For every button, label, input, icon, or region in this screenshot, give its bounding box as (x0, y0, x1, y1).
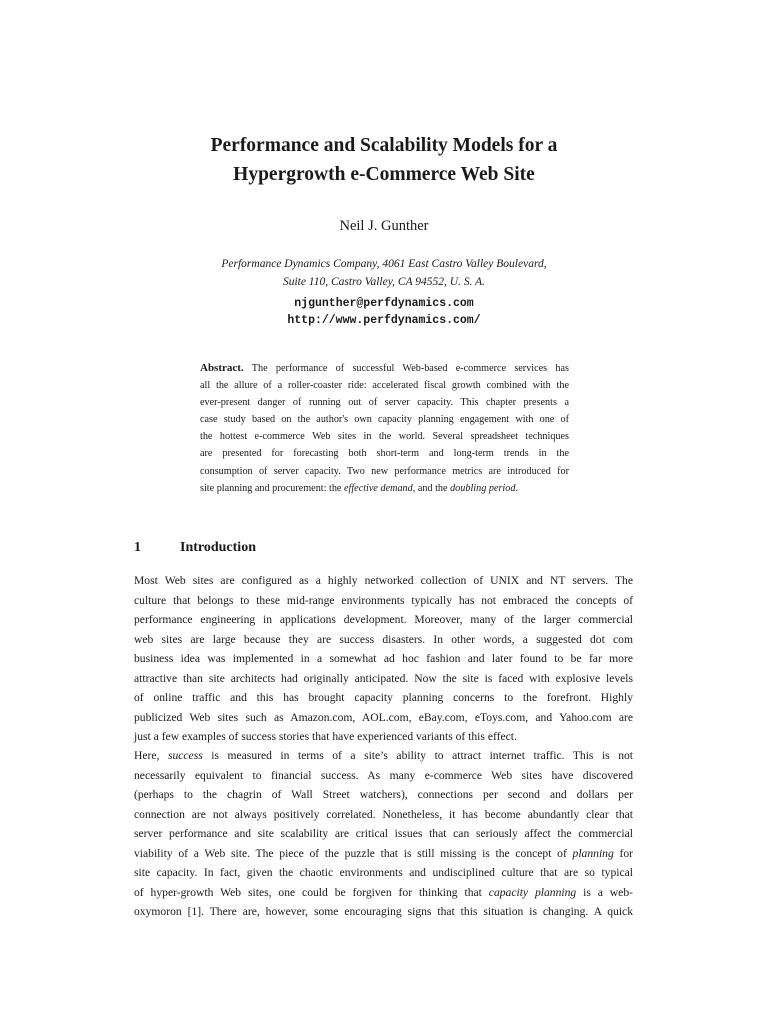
paragraph-text: viability of a Web site. The piece of the puzzle that is still missing is the concept of (134, 846, 573, 860)
emphasis-capacity-planning: capacity planning (488, 885, 577, 899)
paragraph-line: connection are not always positively correlated. Nonetheless, it has become abundantly clear that (134, 807, 633, 821)
abstract-line (200, 480, 569, 497)
abstract-label: Abstract. (200, 362, 244, 374)
body-paragraph-1 (134, 571, 633, 747)
paragraph-text: of hyper-growth Web sites, one could be forgiven for thinking that (134, 885, 489, 899)
paragraph-line: web sites are large because they are success disasters. In other words, a suggested dot com (134, 632, 633, 646)
abstract-text: , and the (412, 482, 451, 494)
paragraph-line: business idea was implemented in a somewhat ad hoc fashion and later found to be far more (134, 652, 633, 666)
section-number: 1 (134, 540, 141, 555)
paragraph-line: attractive than site architects had originally anticipated. Now the site is faced with explosive levels (134, 671, 633, 685)
abstract-line: case study based on the author's own capacity planning engagement with one of (200, 414, 569, 426)
paragraph-line: site capacity. In fact, given the chaotic environments and undisciplined culture that are so typical (134, 866, 633, 880)
abstract-line: are presented for forecasting both short-term and long-term trends in the (200, 448, 569, 460)
paper-title-line-1: Performance and Scalability Models for a (210, 135, 558, 156)
body-paragraph-2 (134, 746, 633, 922)
paragraph-line: just a few examples of success stories that have experienced variants of this effect. (134, 730, 517, 744)
paragraph-text: for (613, 846, 633, 860)
author-affiliation (0, 255, 768, 291)
paragraph-line: (perhaps to the chagrin of Wall Street watchers), connections per second and dollars per (134, 788, 633, 802)
abstract-text: . (515, 482, 518, 494)
paper-title (0, 131, 768, 189)
emphasis-planning: planning (572, 846, 614, 860)
paragraph-text: Here, (134, 749, 168, 762)
paragraph-line (134, 844, 633, 864)
abstract-line: ever-present danger of running out of server capacity. This chapter presents a (200, 397, 569, 409)
paragraph-line: server performance and site scalability are critical issues that can seriously affect the commercial (134, 827, 633, 841)
abstract-term-doubling-period: doubling period (450, 482, 516, 494)
affiliation-line-2: Suite 110, Castro Valley, CA 94552, U. S. A. (282, 276, 486, 288)
affiliation-line-1: Performance Dynamics Company, 4061 East Castro Valley Boulevard, (221, 258, 547, 270)
paragraph-text: is measured in terms of a site’s ability to attract internet traffic. This is not (202, 749, 634, 762)
abstract-line: the hottest e-commerce Web sites in the world. Several spreadsheet techniques (200, 431, 569, 443)
abstract-text: site planning and procurement: the (200, 482, 344, 494)
paragraph-line (134, 883, 633, 903)
author-name: Neil J. Gunther (339, 218, 429, 234)
paragraph-line: performance engineering in applications development. Moreover, many of the larger commercial (134, 613, 633, 627)
paragraph-line: oxymoron [1]. There are, however, some encouraging signs that this situation is changing. A quick (134, 905, 633, 919)
abstract-line: consumption of server capacity. Two new performance metrics are introduced for (200, 465, 569, 477)
paragraph-line (134, 746, 633, 766)
paper-title-line-2: Hypergrowth e-Commerce Web Site (233, 164, 535, 185)
emphasis-success: success (167, 749, 203, 762)
section-title: Introduction (180, 540, 256, 555)
paragraph-line: culture that belongs to these mid-range environments typically has not embraced the concepts of (134, 593, 633, 607)
abstract-line: all the allure of a roller-coaster ride: accelerated fiscal growth combined with the (200, 380, 569, 392)
author-url: http://www.perfdynamics.com/ (287, 314, 481, 327)
paragraph-line: Most Web sites are configured as a highly networked collection of UNIX and NT servers. The (134, 574, 633, 587)
paragraph-line: of online traffic and this has brought capacity planning concerns to the forefront. Highly (134, 691, 633, 705)
author-contact (0, 295, 768, 329)
paragraph-text: is a web- (576, 885, 633, 899)
abstract-term-effective-demand: effective demand (344, 482, 413, 494)
author-email: njgunther@perfdynamics.com (294, 297, 474, 310)
abstract (200, 360, 569, 497)
paragraph-line: necessarily equivalent to financial success. As many e-commerce Web sites have discovered (134, 768, 633, 782)
abstract-text: The performance of successful Web-based e-commerce services has (243, 363, 569, 374)
abstract-line (200, 360, 569, 377)
paragraph-line: publicized Web sites such as Amazon.com, AOL.com, eBay.com, eToys.com, and Yahoo.com are (134, 710, 633, 724)
